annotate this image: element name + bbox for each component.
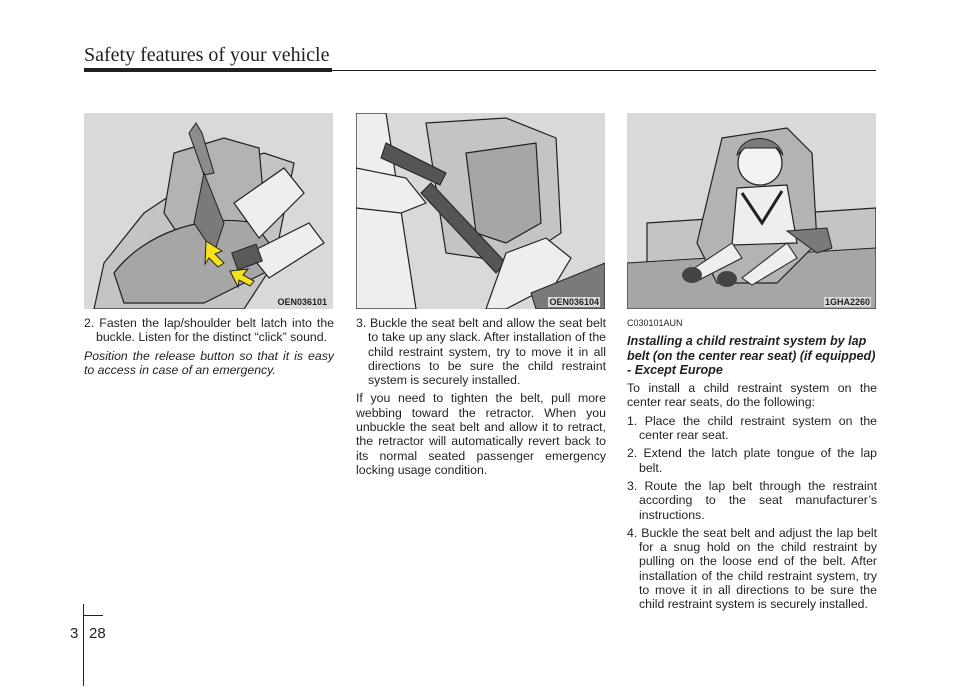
figure-3-illustration [627,113,876,309]
section-code: C030101AUN [627,318,683,328]
list-item: 1. Place the child restraint system on the center rear seat. [627,413,877,443]
figure-3-booster-seat-child [627,113,876,309]
list-item: 3. Route the lap belt through the restraint according to the seat manufacturer’s instructions. [627,478,877,522]
figure-2-tighten-belt [356,113,605,309]
list-item: 4. Buckle the seat belt and adjust the lap belt for a snug hold on the child restraint by pulling on the loose end of the belt. After installation of the child restraint system, try to move it in all directions to be sure the child restraint system is securely installed. [627,525,877,612]
intro-paragraph: To install a child restraint system on the center rear seats, do the following: [627,381,877,410]
figure-1-illustration [84,113,333,309]
header-rule-thick [84,68,332,72]
text-column-3 [627,316,877,616]
figure-code: 1GHA2260 [824,297,870,307]
figure-code: OEN036101 [277,297,327,307]
text-column-2 [356,316,606,481]
figure-code: OEN036104 [549,297,599,307]
list-item: 2. Extend the latch plate tongue of the lap belt. [627,446,877,475]
step-2-text: 2. Fasten the lap/shoulder belt latch into the buckle. Listen for the distinct “click” sound. [84,316,334,345]
tighten-belt-paragraph: If you need to tighten the belt, pull more webbing toward the retractor. When you unbuckle the seat belt and allow it to retract, the retractor will automatically revert back to its normal seated passenger emergency locking usage condition. [356,391,606,477]
header-rule-thin [332,70,876,71]
release-button-note: Position the release button so that it is easy to access in case of an emergency. [84,348,334,377]
page-number: 28 [89,625,106,642]
section-title: Safety features of your vehicle [84,44,330,66]
figure-2-illustration [356,113,605,309]
section-heading: Installing a child restraint system by lap belt (on the center rear seat) (if equipped) - Except Europe [627,334,876,377]
figure-1-child-seat-buckle [84,113,333,309]
chapter-number: 3 [70,625,79,642]
text-column-1 [84,316,334,381]
footer-rule-vertical [83,604,84,686]
footer-rule-horizontal [83,615,103,616]
step-3-text: 3. Buckle the seat belt and allow the seat belt to take up any slack. After installation of the child restraint system, try to move it in all directions to be sure the child restraint system is securely installed. [356,316,606,388]
